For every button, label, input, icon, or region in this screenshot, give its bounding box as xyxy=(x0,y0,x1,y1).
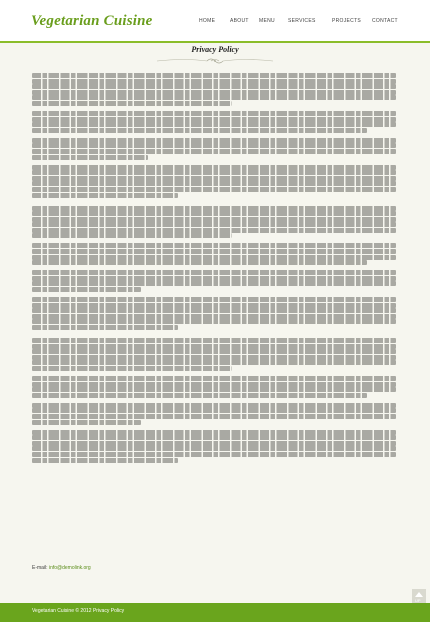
nav-menu[interactable]: MENU xyxy=(259,18,275,24)
text-line xyxy=(32,176,396,181)
contact-email xyxy=(32,565,91,571)
nav-services[interactable]: SERVICES xyxy=(288,18,316,24)
policy-paragraph xyxy=(32,376,396,398)
text-line xyxy=(32,233,232,238)
text-line xyxy=(32,170,396,175)
text-line xyxy=(32,430,396,435)
text-line xyxy=(32,260,367,265)
text-line xyxy=(32,414,396,419)
text-line xyxy=(32,458,178,463)
header xyxy=(0,0,430,44)
text-line xyxy=(32,314,396,319)
policy-paragraph xyxy=(32,270,396,292)
text-line xyxy=(32,303,396,308)
policy-paragraph xyxy=(32,430,396,463)
site-logo[interactable]: Vegetarian Cuisine xyxy=(31,13,153,29)
scroll-top-label: UP xyxy=(415,598,421,603)
policy-paragraph xyxy=(32,111,396,133)
text-line xyxy=(32,249,396,254)
paragraph-text xyxy=(32,138,33,139)
paragraph-text xyxy=(32,376,33,377)
text-line xyxy=(32,435,396,440)
text-line xyxy=(32,287,141,292)
text-line xyxy=(32,376,396,381)
text-line xyxy=(32,155,148,160)
email-label: E-mail: xyxy=(32,565,48,571)
footer-text: Vegetarian Cuisine © 2012 Privacy Policy xyxy=(32,608,125,614)
text-line xyxy=(32,420,141,425)
text-line xyxy=(32,393,367,398)
text-line xyxy=(32,403,396,408)
text-line xyxy=(32,79,396,84)
text-line xyxy=(32,308,396,313)
text-line xyxy=(32,255,396,260)
text-line xyxy=(32,143,396,148)
text-line xyxy=(32,281,396,286)
paragraph-text xyxy=(32,430,33,431)
text-line xyxy=(32,355,396,360)
text-line xyxy=(32,117,396,122)
text-line xyxy=(32,211,396,216)
text-line xyxy=(32,387,396,392)
text-line xyxy=(32,325,178,330)
text-line xyxy=(32,128,367,133)
policy-text xyxy=(32,73,396,471)
nav-home[interactable]: HOME xyxy=(199,18,216,24)
text-line xyxy=(32,111,396,116)
text-line xyxy=(32,193,178,198)
text-line xyxy=(32,187,396,192)
text-line xyxy=(32,84,396,89)
text-line xyxy=(32,446,396,451)
policy-paragraph xyxy=(32,138,396,160)
paragraph-text xyxy=(32,73,33,74)
paragraph-text xyxy=(32,338,33,339)
text-line xyxy=(32,344,396,349)
text-line xyxy=(32,360,396,365)
text-line xyxy=(32,165,396,170)
text-line xyxy=(32,297,396,302)
text-line xyxy=(32,73,396,78)
text-line xyxy=(32,452,396,457)
page-title: Privacy Policy xyxy=(191,45,239,54)
text-line xyxy=(32,101,232,106)
email-link[interactable]: info@demolink.org xyxy=(48,565,91,571)
ornament-divider-icon xyxy=(155,57,275,65)
paragraph-text xyxy=(32,165,33,166)
text-line xyxy=(32,122,396,127)
paragraph-text xyxy=(32,206,33,207)
text-line xyxy=(32,90,396,95)
paragraph-text xyxy=(32,403,33,404)
footer xyxy=(0,603,430,622)
text-line xyxy=(32,217,396,222)
text-line xyxy=(32,441,396,446)
main-content xyxy=(0,43,430,603)
policy-paragraph xyxy=(32,165,396,198)
policy-paragraph xyxy=(32,338,396,371)
text-line xyxy=(32,276,396,281)
text-line xyxy=(32,408,396,413)
text-line xyxy=(32,95,396,100)
text-line xyxy=(32,382,396,387)
policy-paragraph xyxy=(32,73,396,106)
nav-contact[interactable]: CONTACT xyxy=(372,18,398,24)
policy-paragraph xyxy=(32,243,396,265)
policy-paragraph xyxy=(32,297,396,330)
text-line xyxy=(32,206,396,211)
text-line xyxy=(32,270,396,275)
policy-paragraph xyxy=(32,403,396,425)
text-line xyxy=(32,338,396,343)
text-line xyxy=(32,243,396,248)
paragraph-text xyxy=(32,270,33,271)
text-line xyxy=(32,366,232,371)
text-line xyxy=(32,138,396,143)
main-nav xyxy=(0,18,430,30)
nav-about[interactable]: ABOUT xyxy=(230,18,249,24)
text-line xyxy=(32,181,396,186)
policy-paragraph xyxy=(32,206,396,239)
nav-projects[interactable]: PROJECTS xyxy=(332,18,362,24)
text-line xyxy=(32,222,396,227)
paragraph-text xyxy=(32,111,33,112)
paragraph-text xyxy=(32,297,33,298)
text-line xyxy=(32,149,396,154)
text-line xyxy=(32,228,396,233)
paragraph-text xyxy=(32,243,33,244)
text-line xyxy=(32,319,396,324)
text-line xyxy=(32,349,396,354)
